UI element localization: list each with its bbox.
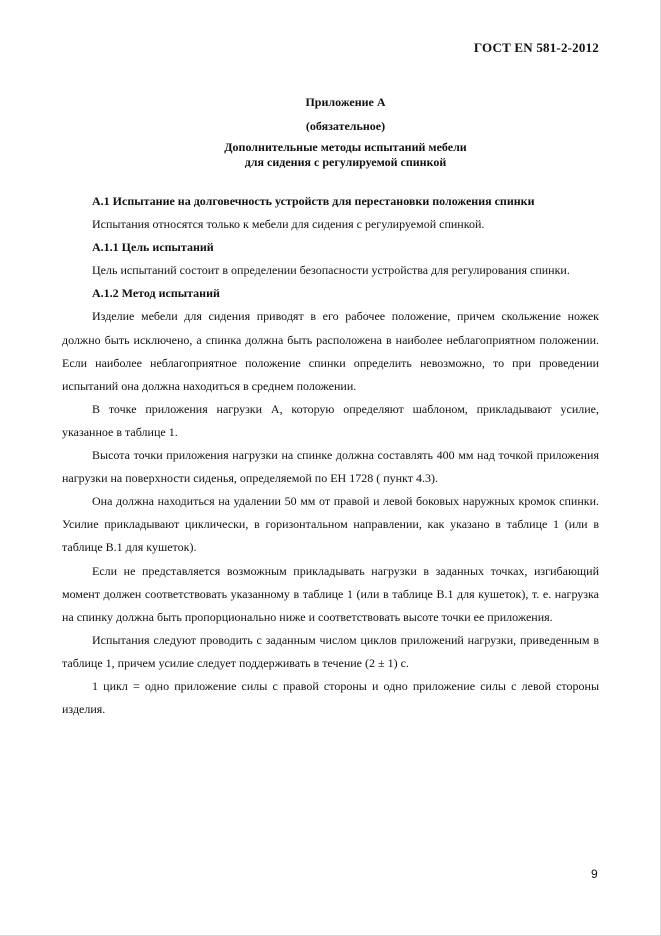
- paragraph: Изделие мебели для сидения приводят в его рабочее положение, причем скольжение ножек должно быть исключено, а спинка должна быть расположена в наиболее неблагоприятном положении. Если наиболее неблагоприятное положение спинки определить невозможно, то при проведении испытаний она должна находиться в среднем положении.: [62, 309, 599, 393]
- section-heading-a1-1: А.1.1 Цель испытаний: [92, 240, 214, 255]
- appendix-title: Приложение А: [305, 95, 386, 109]
- page-number: 9: [591, 867, 598, 881]
- paragraph: Цель испытаний состоит в определении безопасности устройства для регулирования спинки.: [92, 263, 570, 278]
- paragraph: Испытания относятся только к мебели для сидения с регулируемой спинкой.: [92, 217, 485, 232]
- paragraph: 1 цикл = одно приложение силы с правой стороны и одно приложение силы с левой стороны изделия.: [62, 678, 599, 717]
- appendix-subtitle-line1: Дополнительные методы испытаний мебели: [224, 140, 467, 154]
- paragraph: Если не представляется возможным прикладывать нагрузки в заданных точках, изгибающий момент должен соответствовать указанному в таблице 1 (или в таблице В.1 для кушеток), т. е. нагрузка на спинку должна быть пропорционально ниже и соответствовать высоте точки ее приложения.: [62, 563, 599, 624]
- appendix-subtitle-line2: для сидения с регулируемой спинкой: [244, 155, 447, 169]
- document-body: [62, 190, 599, 721]
- appendix-status: (обязательное): [305, 119, 386, 133]
- paragraph: В точке приложения нагрузки А, которую определяют шаблоном, прикладывают усилие, указанное в таблице 1.: [62, 401, 599, 439]
- paragraph: Высота точки приложения нагрузки на спинке должна составлять 400 мм над точкой приложения нагрузки на поверхности сиденья, определяемой по ЕН 1728 ( пункт 4.3).: [62, 448, 599, 486]
- appendix-subtitle: [0, 140, 661, 170]
- section-heading-a1: А.1 Испытание на долговечность устройств для перестановки положения спинки: [92, 194, 535, 208]
- document-header: ГОСТ EN 581-2-2012: [473, 40, 599, 55]
- paragraph: Она должна находиться на удалении 50 мм от правой и левой боковых наружных кромок спинки. Усилие прикладывают циклически, в горизонтальном направлении, как указано в таблице 1 (или в таблице В.1 для кушеток).: [62, 494, 599, 555]
- section-heading-a1-2: А.1.2 Метод испытаний: [92, 286, 220, 301]
- paragraph: Испытания следуют проводить с заданным числом циклов приложений нагрузки, приведенным в таблице 1, причем усилие следует поддерживать в течение (2 ± 1) с.: [62, 632, 599, 670]
